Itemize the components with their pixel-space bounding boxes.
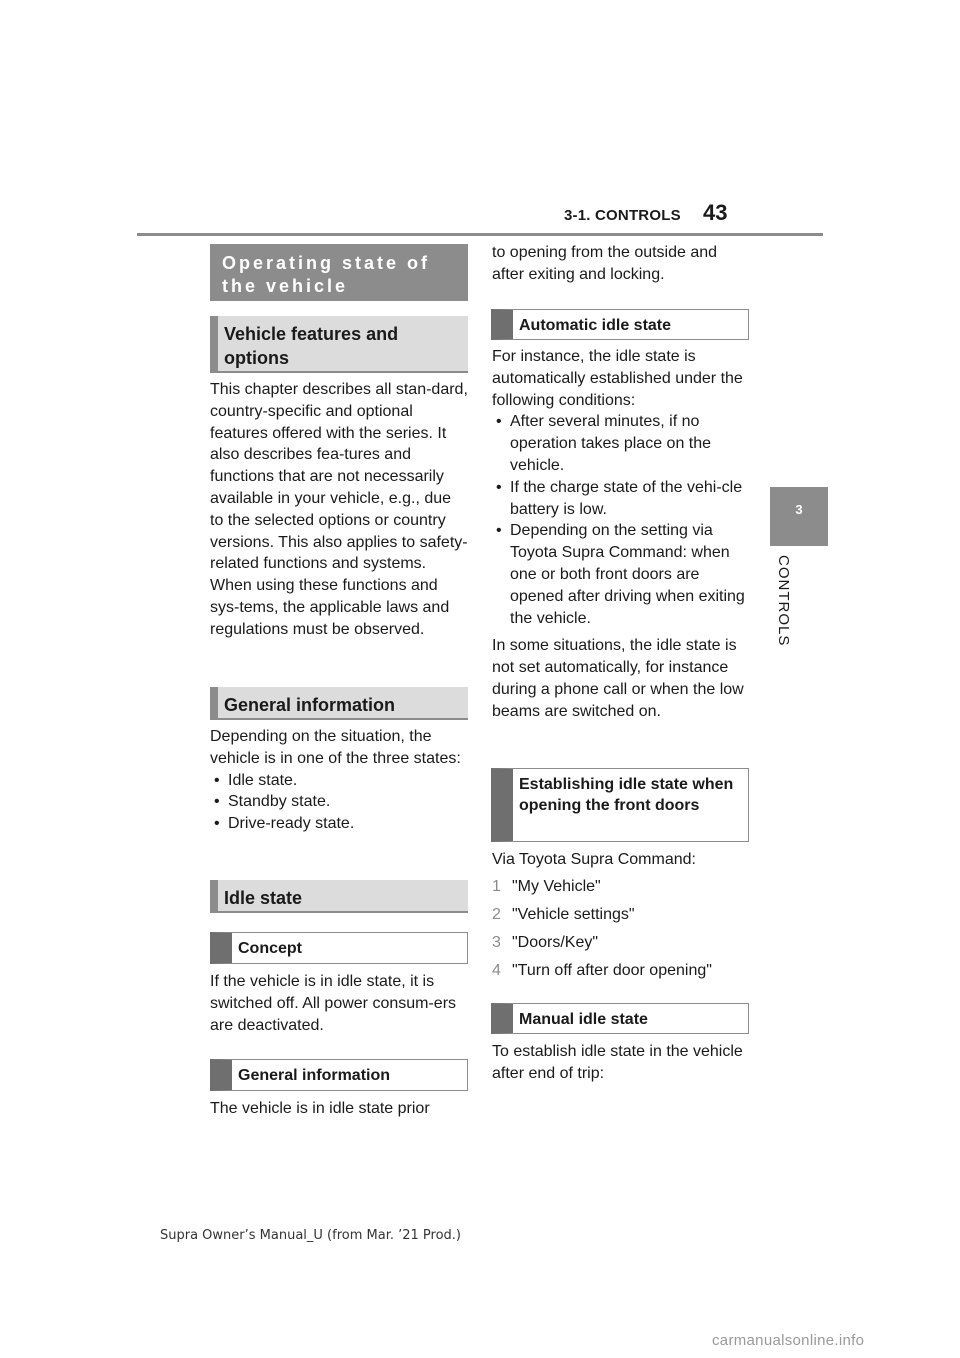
chapter-tab-label-text: CONTROLS xyxy=(775,555,792,647)
subheading-manual-idle-state: Manual idle state xyxy=(491,1003,749,1034)
concept-text: If the vehicle is in idle state, it is switched off. All power consum-ers are deactivated. xyxy=(210,973,457,1034)
list-item: • Idle state. xyxy=(210,770,468,792)
chapter-tab-label xyxy=(766,555,806,665)
step-text: "Vehicle settings" xyxy=(512,905,635,923)
header-rule xyxy=(137,233,823,236)
steps-list xyxy=(492,876,750,988)
page-number: 43 xyxy=(703,200,728,225)
watermark: carmanualsonline.info xyxy=(712,1332,865,1349)
subheading-automatic-idle-state: Automatic idle state xyxy=(491,309,749,340)
step-text: "My Vehicle" xyxy=(512,877,601,895)
continued-text: to opening from the outside and after exiting and locking. xyxy=(492,244,718,283)
section-heading-general-information: General information xyxy=(210,687,468,720)
subheading-concept: Concept xyxy=(210,932,468,964)
manual-text: To establish idle state in the vehicle after end of trip: xyxy=(492,1043,743,1082)
running-header-section: 3-1. CONTROLS xyxy=(564,207,681,224)
idle-general-paragraph xyxy=(210,1098,468,1120)
establishing-paragraph xyxy=(492,849,750,988)
establishing-intro: Via Toyota Supra Command: xyxy=(492,851,696,868)
automatic-conditions-list xyxy=(492,411,750,629)
vehicle-features-text: This chapter describes all stan-dard, country-specific and optional features offered with the series. It also describes fea-tures and functions that are not necessarily available in your vehicle, e.g., due to the selected options or country versions. This also applies to safety-related functions and systems. When using these functions and sys-tems, the applicable laws and regulations must be observed. xyxy=(210,381,468,638)
subheading-idle-general-information: General information xyxy=(210,1059,468,1091)
states-list xyxy=(210,770,468,835)
subheading-establishing-idle-state: Establishing idle state when opening the front doors xyxy=(491,768,749,842)
continued-paragraph xyxy=(492,242,750,286)
automatic-note: In some situations, the idle state is not set automatically, for instance during a phone call or when the low beams are switched on. xyxy=(492,637,744,720)
section-heading-vehicle-features: Vehicle features and options xyxy=(210,316,468,373)
step-text: "Turn off after door opening" xyxy=(512,961,712,979)
list-item: • After several minutes, if no operation takes place on the vehicle. xyxy=(492,411,750,476)
idle-general-text: The vehicle is in idle state prior xyxy=(210,1100,430,1117)
manual-idle-paragraph xyxy=(492,1041,750,1085)
step-number: 1 xyxy=(492,877,501,895)
list-item xyxy=(492,876,750,904)
concept-paragraph xyxy=(210,971,468,1036)
list-item: • Drive-ready state. xyxy=(210,813,468,835)
chapter-tab-number: 3 xyxy=(795,502,803,517)
list-item xyxy=(492,932,750,960)
section-heading-idle-state: Idle state xyxy=(210,880,468,913)
step-text: "Doors/Key" xyxy=(512,933,599,951)
step-number: 2 xyxy=(492,905,501,923)
list-item: • If the charge state of the vehi-cle battery is low. xyxy=(492,477,750,521)
list-item: • Standby state. xyxy=(210,791,468,813)
chapter-heading: Operating state of the vehicle xyxy=(210,244,468,301)
step-number: 3 xyxy=(492,933,501,951)
footer-manual-title: Supra Owner’s Manual_U (from Mar. ’21 Prod.) xyxy=(160,1228,461,1243)
list-item xyxy=(492,904,750,932)
vehicle-features-paragraph xyxy=(210,379,468,641)
step-number: 4 xyxy=(492,961,501,979)
general-information-paragraph xyxy=(210,726,468,835)
automatic-idle-paragraph xyxy=(492,346,750,723)
list-item xyxy=(492,960,750,988)
list-item: • Depending on the setting via Toyota Supra Command: when one or both front doors are opened after driving when exiting the vehicle. xyxy=(492,520,750,629)
automatic-intro: For instance, the idle state is automatically established under the following conditions: xyxy=(492,348,743,409)
general-information-intro: Depending on the situation, the vehicle is in one of the three states: xyxy=(210,728,461,767)
